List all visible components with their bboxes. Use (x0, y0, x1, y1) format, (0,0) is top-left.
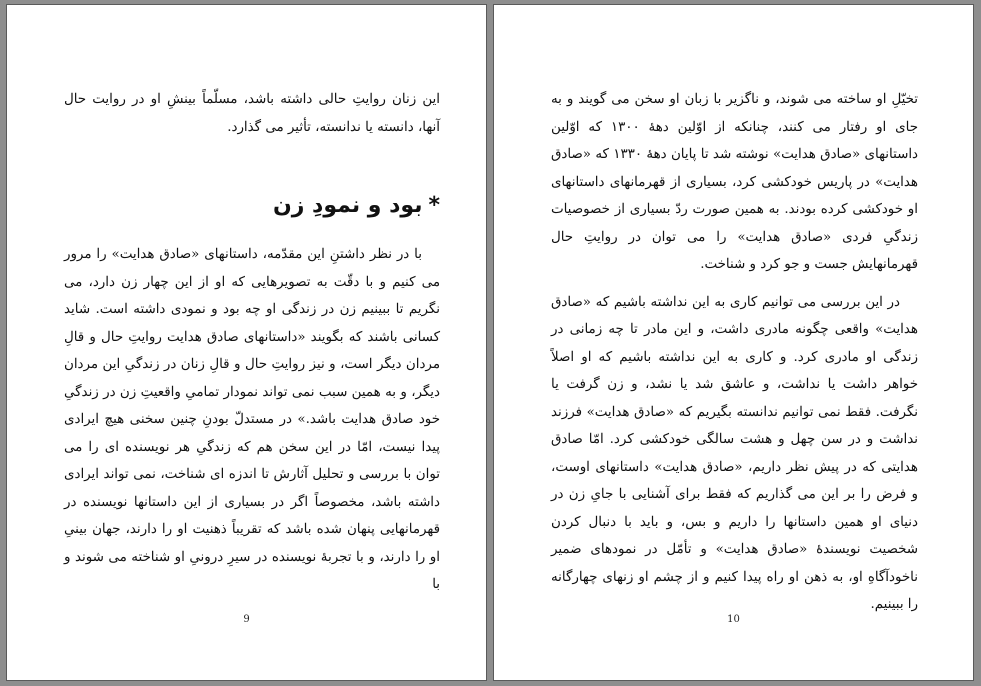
page-number-right: 10 (727, 614, 740, 625)
section-heading (64, 191, 440, 221)
paragraph-top: این زنان روایتِ حالی داشته باشد، مسلّماً بینشِ او در روایت حال آنها، دانسته یا ندانسته، تأثیر می گذارد. (64, 92, 440, 135)
paragraph-2: در این بررسی می توانیم کاری به این نداشته باشیم که «صادق هدایت» واقعی چگونه مادری داشت، و این مادر تا چه زمانی در زندگی او مادری کرد. و کاری به این نداشته باشیم که او اصلاً خواهر داشت یا نداشت، و عاشق شد یا نشد، و زن گرفت یا نگرفت. فقط نمی توانیم ندانسته بگیریم که «صادق هدایت» فرزند نداشت و در سن چهل و هشت سالگی خودکشی کرد. امّا صادق هدایتی که در پیش نظر داریم، «صادق هدایت» داستانهای اوست، و فرض را بر این می گذاریم که فقط برای آشنایی با جایِ زن در دنیای او همین داستانها را داریم و بس، و باید با دنبال کردن شخصیت نویسندهٔ «صادق هدایت» و تأمّل در نمودهای ضمیر ناخودآگاهِ او، به ذهن او راه پیدا کنیم و از چشم او زنهای چهارگانه را ببینیم. (551, 294, 918, 612)
paragraph-1: تخیّلِ او ساخته می شوند، و ناگزیر با زبان او سخن می گویند و به جای او رفتار می کنند، چنانکه از اوّلین دههٔ ۱۳۰۰ که اوّلین داستانهای «صادق هدایت» نوشته شد تا پایان دههٔ ۱۳۳۰ که «صادق هدایت» در پاریس خودکشی کرد، بسیاری از قهرمانهای داستانهای او خودکشی کرده بودند. به همین صورت ردّ بسیاری از خصوصیات زندگیِ فردی «صادق هدایت» را می توان در روایتِ حال قهرمانهایش جست و جو کرد و شناخت. (551, 92, 919, 272)
section-heading-text: بود و نمودِ زن (272, 193, 423, 218)
book-page-right (493, 4, 974, 681)
page-text-left (64, 86, 440, 599)
page-number-left: 9 (243, 614, 250, 625)
page-text-right (551, 86, 918, 619)
heading-star: * (428, 193, 440, 218)
book-page-left (6, 4, 487, 681)
paragraph-main: با در نظر داشتنِ این مقدّمه، داستانهای «صادق هدایت» را مرور می کنیم و با دقّت به تصویرهایی که او از این چهار زن دارد، می نگریم تا ببینیم زن در زندگی او چه بود و نمودی داشته است. شاید کسانی باشند که بگویند «داستانهای صادق هدایت روایتِ حال و قالِ مردان دیگر است، و نیز روایتِ حال و قالِ زنان در زندگیِ این مردان دیگر، و به همین سبب نمی تواند نمودار تمامیِ واقعیتِ زن در زندگیِ خود صادق هدایت باشد.» در مستدلّ بودنِ چنین سخنی هیچ ایرادی پیدا نیست، امّا در این سخن هم که زندگیِ هر نویسنده ای را می توان با بررسی و تحلیل آثارش تا اندزه ای شناخت، نمی تواند ایرادی داشته باشد، مخصوصاً اگر در بسیاری از این داستانها نویسنده در قهرمانهایی پنهان شده باشد که تقریباً ذهنیت او را دارند، جهان بینیِ او را دارند، و با تجربهٔ نویسنده در سیرِ درونیِ او شناخته می شوند و با (64, 247, 440, 592)
